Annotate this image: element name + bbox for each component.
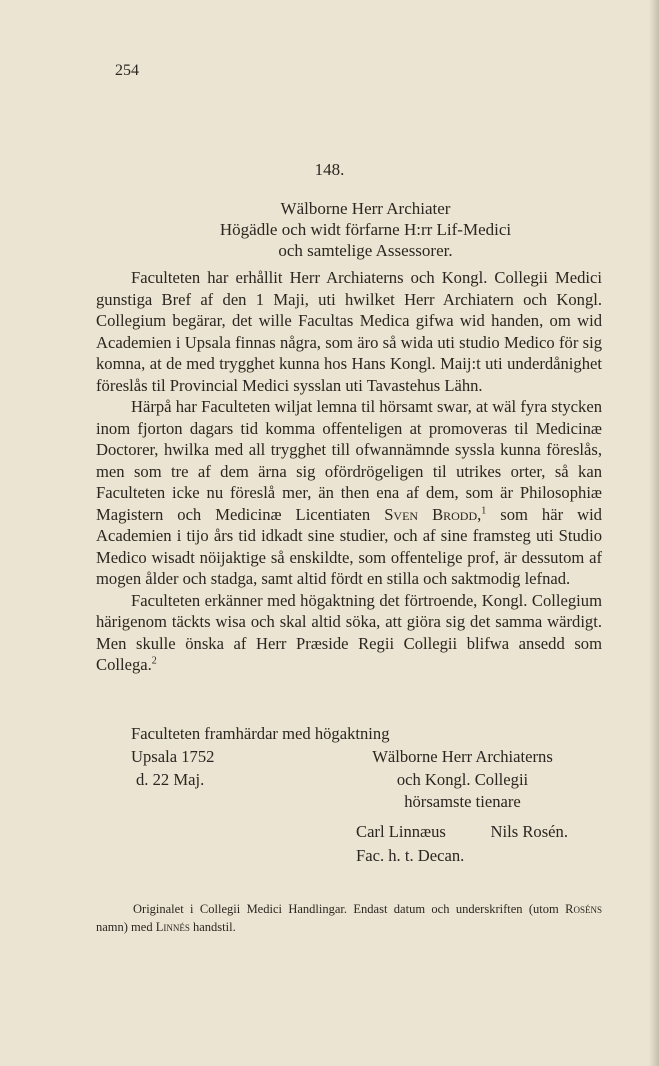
address-line: Högädle och widt förfarne H:rr Lif-Medici bbox=[219, 220, 512, 239]
paragraph-text: som här wid Academien i tijo års tid idkadt sine studier, och af sine framsteg uti Studio Medico wisadt nöijaktige så enskildte, som offentelige prof, är dessutom af mogen ålder och stadga, samt altid fördt en stilla och saktmodig lefnad. bbox=[96, 504, 602, 588]
place-date bbox=[131, 746, 214, 791]
place: Upsala 1752 bbox=[131, 747, 215, 766]
salutation-line: hörsamste tienare bbox=[404, 792, 521, 811]
letter-number: 148. bbox=[314, 160, 345, 179]
footnote-reference: 2 bbox=[151, 655, 157, 667]
footnote-part: namn) med bbox=[96, 920, 153, 934]
date: d. 22 Maj. bbox=[136, 769, 205, 789]
footnote-reference: 1 bbox=[481, 504, 487, 516]
footnote-part: Originalet i Collegii Medici Handlingar. Endast datum och underskriften (utom bbox=[133, 902, 559, 916]
footnote-name: Roséns bbox=[565, 902, 602, 916]
letter-body bbox=[96, 267, 602, 676]
page-number: 254 bbox=[115, 62, 139, 79]
address-line: och samtelige Assessorer. bbox=[278, 241, 453, 260]
paragraph-text: Faculteten erkänner med högaktning det förtroende, Kongl. Collegium härigenom täckts wisa och skal altid söka, att giöra sig det samma wärdigt. Men skulle önska af Herr Præside Regii Collegii blifwa ansedd som Collega. bbox=[96, 590, 602, 674]
salutation-line: och Kongl. Collegii bbox=[396, 769, 529, 789]
person-name: Sven Brodd, bbox=[384, 504, 482, 524]
paragraph: Faculteten har erhållit Herr Archiaterns och Kongl. Collegii Medici gunstiga Bref af den 1 Maji, uti hwilket Herr Archiatern och Kongl. Collegium begärar, det wille Facultas Medica gifwa wid handen, om wid Academien i Upsala finnas några, som äro så wida uti studio Medico för sig komna, at de med trygghet kunna hos Hans Kongl. Maij:t uti underdånighet föreslås til Provincial Medici sysslan uti Tavastehus Lähn. bbox=[96, 268, 602, 395]
salutation bbox=[355, 746, 570, 814]
paragraph bbox=[96, 590, 602, 676]
signer-title: Fac. h. t. Decan. bbox=[356, 846, 465, 865]
paragraph-text: Härpå har Faculteten wiljat lemna til hörsamt swar, at wäl fyra stycken inom fjorton dagars tid komma offenteligen at promoveras til Medicinæ Doctorer, hwilka med all trygghet till ofwannämnde syssla kunna föreslås, men som tre af dem ärna sig ofördrögeligen til utrikes orter, så kan Faculteten icke nu föreslå mer, än then ena af dem, som är Philosophiæ Magistern och Medicinæ Licentiaten bbox=[96, 397, 602, 524]
footnote-text bbox=[96, 900, 602, 936]
footnote-part: handstil. bbox=[192, 920, 236, 934]
address-block bbox=[96, 198, 635, 261]
footnote-name: Linnés bbox=[155, 920, 190, 934]
signer-name: Nils Rosén. bbox=[490, 822, 568, 841]
footnote bbox=[96, 900, 602, 936]
closing-line bbox=[96, 723, 602, 745]
signatures bbox=[356, 820, 576, 868]
salutation-line: Wälborne Herr Archiaterns bbox=[372, 747, 553, 766]
signer-name: Carl Linnæus bbox=[356, 822, 446, 841]
page-edge-shadow bbox=[649, 0, 659, 1066]
paragraph bbox=[96, 396, 602, 590]
closing-text: Faculteten framhärdar med högaktning bbox=[131, 724, 390, 743]
address-line: Wälborne Herr Archiater bbox=[280, 199, 451, 218]
